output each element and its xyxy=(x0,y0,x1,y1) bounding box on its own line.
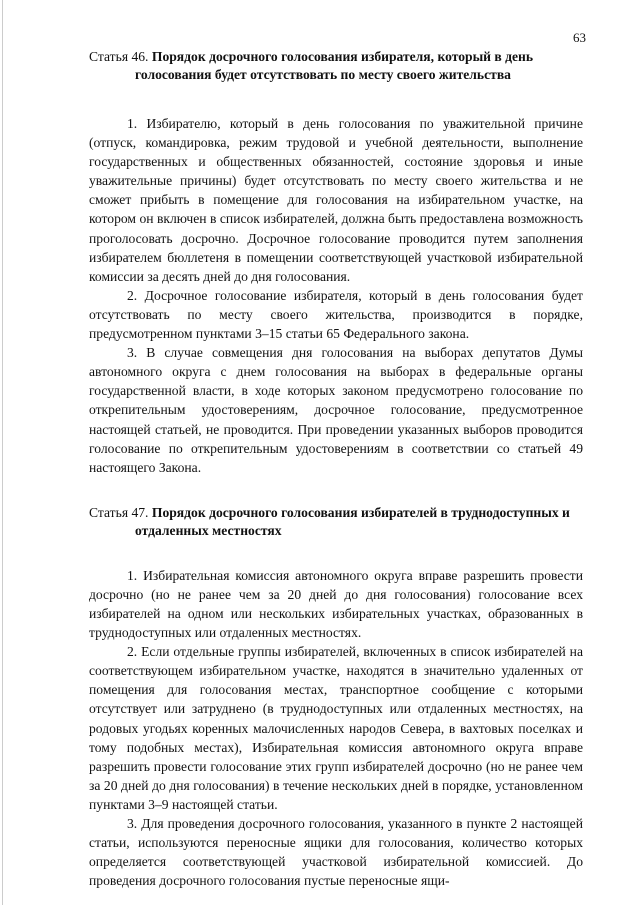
article-47-title: Порядок досрочного голосования избирателей в труднодоступных и отдаленных местностях xyxy=(135,504,570,538)
article-47-paragraph-1: 1. Избирательная комиссия автономного округа вправе разрешить провести досрочно (но не ранее чем за 20 дней до дня голосования) голосование всех избирателей на одном или нескольких избирательных участках, образованных в труднодоступных или отдаленных местностях. xyxy=(89,567,583,641)
scan-edge-mark xyxy=(2,0,3,905)
article-47-heading xyxy=(89,504,583,540)
article-47-number: Статья 47. xyxy=(89,504,149,520)
article-46-title: Порядок досрочного голосования избирателя, который в день голосования будет отсутствовать по месту своего жительства xyxy=(135,49,534,82)
page-number: 63 xyxy=(573,30,586,45)
article-47-paragraph-3: 3. Для проведения досрочного голосования, указанного в пункте 2 настоящей статьи, используются переносные ящики для голосования, количество которых определяется соответствующей участковой избирательной комиссией. До проведения досрочного голосования пустые переносные ящи- xyxy=(89,816,583,889)
article-46-number: Статья 46. xyxy=(89,49,149,64)
article-46-paragraph-2: 2. Досрочное голосование избирателя, который в день голосования будет отсутствовать по месту своего жительства, производится в порядке, предусмотренном пунктами 3–15 статьи 65 Федерального закона. xyxy=(89,287,583,342)
article-46-paragraph-1: 1. Избирателю, который в день голосования по уважительной причине (отпуск, командировка, режим трудовой и учебной деятельности, выполнение государственных и общественных обязанностей, состояние здоровья и иные уважительные причины) будет отсутствовать по месту своего жительства и не сможет прибыть в помещение для голосования на избирательном участке, на котором он включен в список избирателей, должна быть предоставлена возможность проголосовать досрочно. Досрочное голосование проводится путем заполнения избирателем бюллетеня в помещении соответствующей участковой избирательной комиссии за десять дней до дня голосования. xyxy=(89,116,583,284)
document-body xyxy=(89,48,583,890)
article-47-paragraph-2: 2. Если отдельные группы избирателей, включенных в список избирателей на соответствующем избирательном участке, находятся в значительно удаленных от помещения для голосования местах, транспортное сообщение с которыми отсутствует или затруднено (в труднодоступных или отдаленных местностях, на родовых угодьях коренных малочисленных народов Севера, в вахтовых поселках и тому подобных местах), Избирательная комиссия автономного округа вправе разрешить провести голосование этих групп избирателей досрочно (но не ранее чем за 20 дней до дня голосования) в течение нескольких дней в порядке, установленном пунктами 3–9 настоящей статьи. xyxy=(89,644,583,812)
article-46-heading xyxy=(89,48,583,84)
article-46-paragraph-3: 3. В случае совмещения дня голосования на выборах депутатов Думы автономного округа с днем голосования на выборах в федеральные органы государственной власти, в ходе которых законом предусмотрено голосование по открепительным удостоверениям, досрочное голосование, предусмотренное настоящей статьей, не проводится. При проведении указанных выборов проводится голосование по открепительным удостоверениям в соответствии со статьей 49 настоящего Закона. xyxy=(89,345,583,475)
